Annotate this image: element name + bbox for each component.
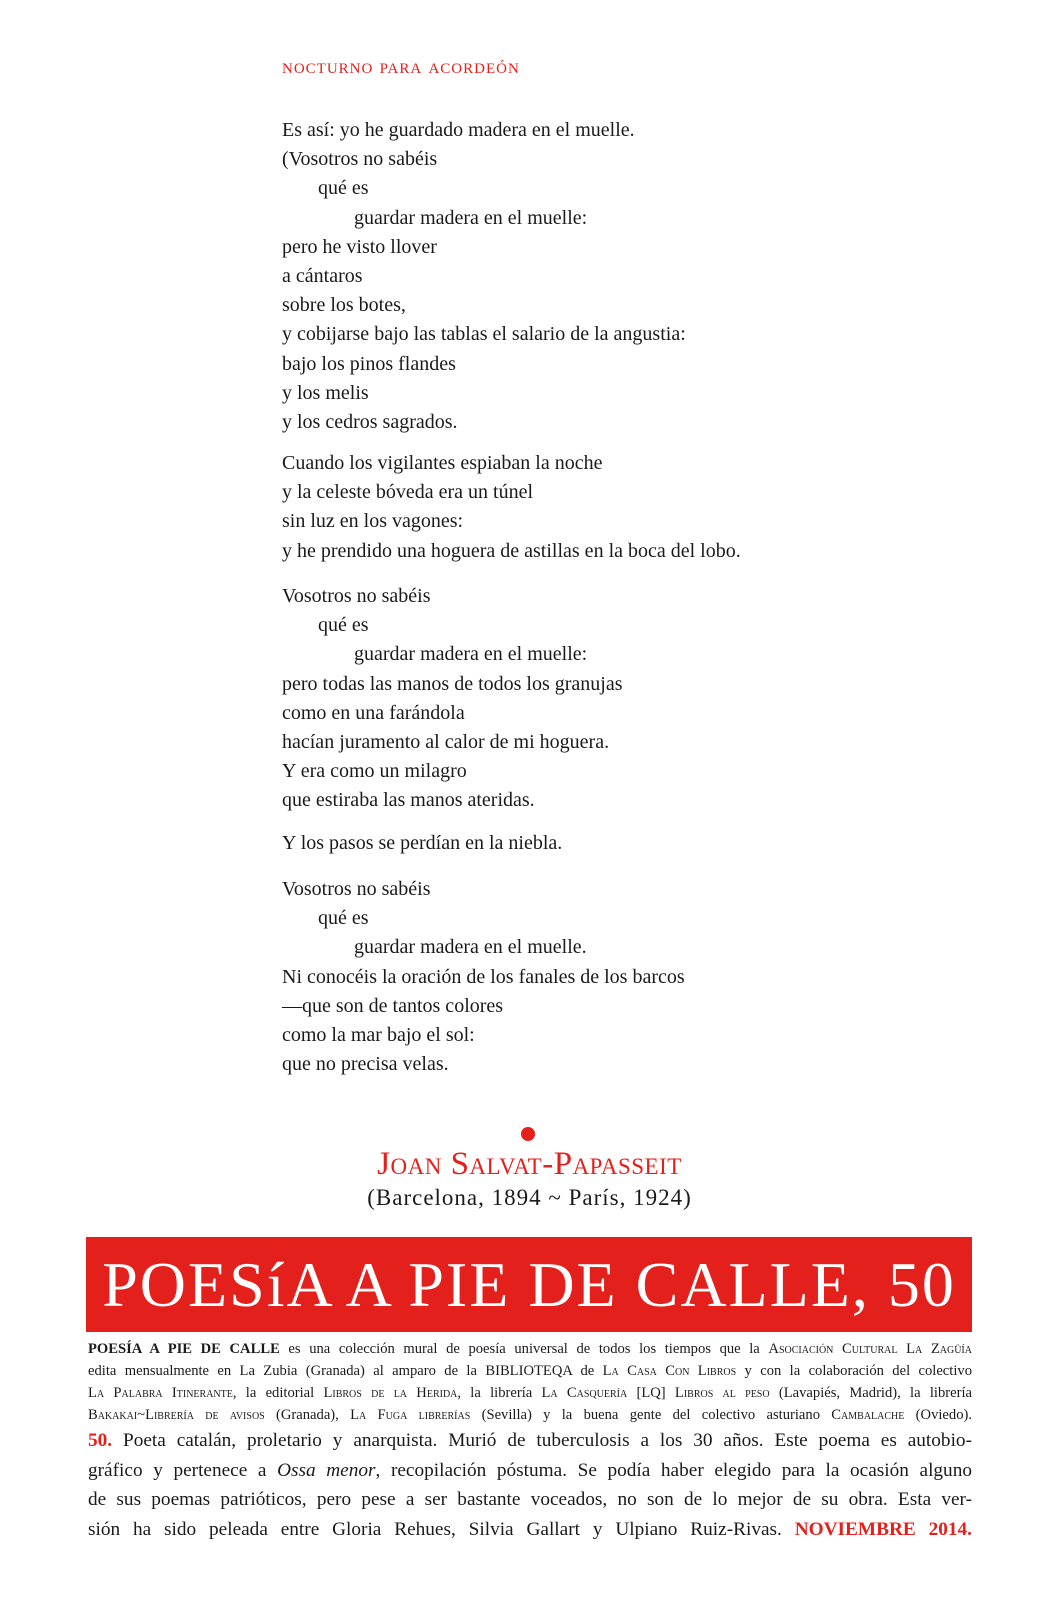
poem-line: que no precisa velas.: [282, 1053, 449, 1076]
house-name: La Casa Con Libros: [602, 1363, 737, 1379]
publisher-name: Libros de la Herida: [323, 1385, 458, 1401]
poem-line: bajo los pinos flandes: [282, 352, 456, 375]
poem-stanza: [282, 582, 623, 816]
poem-line: guardar madera en el muelle.: [354, 936, 587, 959]
series-banner: [86, 1237, 972, 1332]
colophon-line: [88, 1404, 972, 1426]
series-name: POESÍA A PIE DE CALLE: [88, 1341, 280, 1357]
poem-line: hacían juramento al calor de mi hoguera.: [282, 730, 610, 753]
poem-title: nocturno para acordeón: [282, 54, 520, 78]
colophon-text: edita mensualmente en La Zubia (Granada) al amparo de la: [88, 1363, 486, 1379]
poem-line: que estiraba las manos ateridas.: [282, 789, 535, 812]
colophon-text: , la editorial: [232, 1385, 324, 1401]
colophon-text: , la librería: [457, 1385, 542, 1401]
poem-stanza: [282, 829, 562, 858]
author-note: [88, 1426, 972, 1544]
poem-line: y la celeste bóveda era un túnel: [282, 481, 533, 504]
poem-line: pero he visto llover: [282, 235, 437, 258]
author-dates: (Barcelona, 1894 ~ París, 1924): [367, 1185, 692, 1210]
poem-line: Y era como un milagro: [282, 760, 467, 783]
note-text: de sus poemas patrióticos, pero pese a ser bastante voceados, no son de lo mejor de su obra. Esta ver-: [88, 1489, 972, 1510]
note-line: [88, 1485, 972, 1515]
bookshop-name: Bakakai~Librería de avisos: [88, 1407, 265, 1423]
colophon-line: [88, 1338, 972, 1360]
poem-line: —que son de tantos colores: [282, 994, 504, 1017]
poem-line: Y los pasos se perdían en la niebla.: [282, 832, 563, 854]
note-line: [88, 1515, 972, 1545]
library-name: BIBLIOTEQA: [485, 1363, 573, 1379]
poem-stanza: [282, 116, 686, 437]
poem-line: qué es: [318, 907, 369, 930]
note-text: , recopilación póstuma. Se podía haber elegido para la ocasión alguno: [375, 1459, 972, 1481]
series-banner-text: POESíA A PIE DE CALLE, 50: [102, 1248, 956, 1320]
poem-line: Ni conocéis la oración de los fanales de los barcos: [282, 965, 685, 988]
poem-line: a cántaros: [282, 264, 363, 287]
poem-line: guardar madera en el muelle:: [354, 206, 588, 229]
note-line: [88, 1456, 972, 1486]
note-text: gráfico y pertenece a: [88, 1459, 278, 1481]
author-name: Joan Salvat-Papasseit: [377, 1146, 682, 1182]
bullet-dot: [521, 1127, 535, 1141]
poem-line: Es así: yo he guardado madera en el muelle.: [282, 119, 635, 141]
colophon-text: (Lavapiés, Madrid), la librería: [769, 1385, 972, 1401]
colophon-text: (Oviedo).: [904, 1407, 972, 1423]
note-line: [88, 1426, 972, 1456]
poem-line: y los cedros sagrados.: [282, 410, 458, 433]
note-text: sión ha sido peleada entre Gloria Rehues, Silvia Gallart y Ulpiano Ruiz-Rivas.: [88, 1518, 795, 1540]
colophon-text: (Granada),: [264, 1407, 351, 1423]
colophon-text: es una colección mural de poesía universal de todos los tiempos que la: [279, 1341, 769, 1357]
note-number: 50.: [88, 1430, 113, 1451]
poem-line: Cuando los vigilantes espiaban la noche: [282, 452, 603, 474]
association-name: Asociación Cultural La Zagüía: [768, 1341, 972, 1357]
poem-line: (Vosotros no sabéis: [282, 148, 438, 171]
colophon-text: y con la colaboración del colectivo: [736, 1363, 972, 1379]
poem-line: qué es: [318, 614, 369, 637]
colophon-text: (Sevilla) y la buena gente del colectivo asturiano: [470, 1407, 832, 1423]
note-text: Poeta catalán, proletario y anarquista. Murió de tuberculosis a los 30 años. Este poema es autobio-: [112, 1430, 972, 1451]
book-title: Ossa menor: [277, 1459, 376, 1481]
poem-line: Vosotros no sabéis: [282, 878, 431, 900]
bookshop-name: La Fuga librerías: [350, 1407, 471, 1423]
colophon-line: [88, 1382, 972, 1404]
colophon-text: de: [572, 1363, 603, 1379]
poem-line: guardar madera en el muelle:: [354, 643, 588, 666]
collective-name: La Palabra Itinerante: [88, 1385, 233, 1401]
poem-line: y cobijarse bajo las tablas el salario de la angustia:: [282, 323, 686, 346]
bookshop-name: La Casquería [LQ] Libros al peso: [541, 1385, 770, 1401]
poem-line: como la mar bajo el sol:: [282, 1023, 475, 1046]
poem-line: pero todas las manos de todos los granujas: [282, 672, 623, 695]
poem-line: sin luz en los vagones:: [282, 510, 464, 533]
issue-date: NOVIEMBRE 2014.: [794, 1518, 972, 1540]
poem-line: sobre los botes,: [282, 294, 406, 317]
poem-line: y los melis: [282, 381, 369, 404]
collective-name: Cambalache: [831, 1407, 905, 1423]
poem-line: Vosotros no sabéis: [282, 585, 431, 607]
poem-line: como en una farándola: [282, 701, 465, 724]
poem-line: qué es: [318, 177, 369, 200]
poem-line: y he prendido una hoguera de astillas en la boca del lobo.: [282, 539, 741, 562]
colophon-line: [88, 1360, 972, 1382]
poem-stanza: [282, 449, 741, 566]
poem-stanza: [282, 875, 685, 1079]
colophon: [88, 1338, 972, 1426]
